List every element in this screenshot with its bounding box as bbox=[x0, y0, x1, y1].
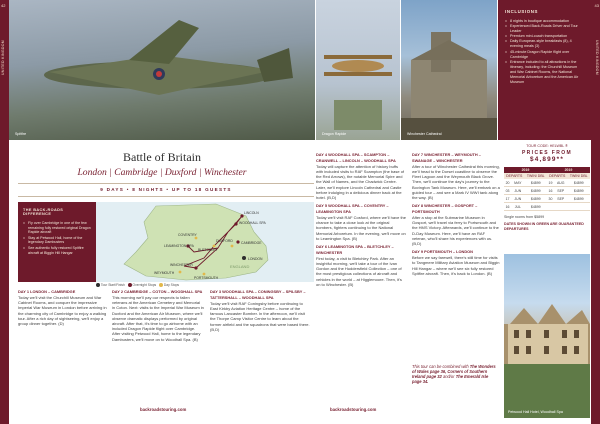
difference-item: □ Fly over Cambridge in one of the few remaining fully restored original Dragon Rapide aircraft bbox=[23, 221, 91, 235]
day-heading: DAY 3 WOODHALL SPA – CONINGSBY – SPILSBY – TATTERSHALL – WOODHALL SPA bbox=[210, 289, 306, 300]
table-cell: SEP bbox=[554, 187, 568, 195]
legend-item: Day Stops bbox=[163, 283, 180, 287]
inclusions-heading: INCLUSIONS bbox=[505, 9, 539, 14]
tour-title: Battle of Britain bbox=[123, 150, 201, 164]
table-row bbox=[504, 203, 590, 211]
route-box bbox=[18, 202, 314, 282]
map-label: WOODHALL SPA bbox=[239, 221, 266, 225]
difference-heading: THE BACK-ROADS DIFFERENCE bbox=[23, 208, 64, 216]
map-stop bbox=[195, 237, 198, 240]
map-label: BLETCHLEY bbox=[198, 248, 218, 252]
map-legend bbox=[96, 283, 179, 287]
day-heading: DAY 7 WINCHESTER – WEYMOUTH – SWANAGE – WINCHESTER bbox=[412, 152, 481, 163]
divider bbox=[18, 183, 314, 184]
combine-note bbox=[412, 364, 498, 384]
inclusion-item: □ 8 nights in boutique accommodation bbox=[505, 19, 584, 24]
map-label: PORTSMOUTH bbox=[194, 276, 219, 280]
legend-overnight-icon bbox=[128, 283, 132, 287]
day-heading: DAY 4 WOODHALL SPA – SCAMPTON – CRANWELL – LINCOLN – WOODHALL SPA bbox=[316, 152, 396, 163]
table-cell: $4899 bbox=[525, 179, 547, 187]
map-stop bbox=[203, 273, 206, 276]
inclusion-item: □ Entrance included to all attractions in the itinerary, including: the Churchill Museum and War Cabinet Rooms, the National Memorial Arboretum and the American Air Museum bbox=[505, 60, 584, 85]
tour-title-block bbox=[9, 150, 315, 178]
table-row bbox=[504, 179, 590, 187]
price-panel bbox=[504, 144, 590, 231]
right-spine bbox=[591, 0, 600, 424]
table-cell: $4899 bbox=[525, 203, 547, 211]
legend-item: Tour Start/Finish bbox=[100, 283, 125, 287]
map-label: DUXFORD bbox=[216, 239, 233, 243]
inclusions-panel bbox=[498, 0, 591, 140]
tour-subtitle: London | Cambridge | Duxford | Winchester bbox=[77, 167, 247, 178]
map-label: COVENTRY bbox=[178, 233, 197, 237]
difference-item: □ Stay at Petwood Hall, home of the legendary Dambusters bbox=[23, 236, 91, 245]
table-cell: AUG bbox=[554, 179, 568, 187]
right-page-number: 43 bbox=[594, 3, 599, 8]
inclusion-item: □ Experienced Back-Roads Driver and Tour Leader bbox=[505, 24, 584, 34]
map-label: ENGLAND bbox=[230, 264, 250, 269]
map-stop bbox=[231, 245, 234, 248]
map-label: LINCOLN bbox=[244, 211, 259, 215]
inclusion-item: □ Daily European-style breakfasts (8), 4 evening meals (3) bbox=[505, 39, 584, 49]
table-cell: $4899 bbox=[568, 179, 590, 187]
combine-text: and/or bbox=[441, 374, 456, 380]
dragon-rapide-caption: Dragon Rapide bbox=[322, 132, 347, 136]
day-text: First today, a visit to Bletchley Park. After an insightful morning, we'll take a tour of the Ivan Gordon and the Huddersfield Collection – one of the most prestigious collections of aircraft and vehicles in the world – at Higglemoore. Then, it's on to Winchester. (B) bbox=[316, 255, 402, 287]
itinerary-column bbox=[112, 289, 204, 345]
twin-header: TWIN/ DBL bbox=[525, 173, 547, 179]
table-cell: 17 bbox=[505, 196, 510, 201]
left-spine-label: UNITED KINGDOM bbox=[1, 40, 5, 75]
map-stop bbox=[179, 271, 182, 274]
year-header: 2019 bbox=[504, 167, 547, 173]
table-cell: $4899 bbox=[525, 195, 547, 203]
combine-link[interactable]: The Emerald Isle page 34. bbox=[412, 374, 489, 385]
day-text: Before we say farewell, there's still time for visits to Tangmere Military Aviation Museum and Biggin Hill Hangar – where we'll see six fully restored Spitfire aircraft. Then, it's back to London. (B) bbox=[412, 255, 500, 276]
table-cell: JUN bbox=[511, 187, 524, 195]
table-cell bbox=[554, 203, 568, 211]
route-map bbox=[96, 202, 314, 282]
day-heading: DAY 5 WOODHALL SPA – COVENTRY – LEAMINGTON SPA bbox=[316, 203, 389, 215]
day-heading: DAY 2 CAMBRIDGE – COTON – WOODHALL SPA bbox=[112, 289, 203, 294]
day-text: Today will capture the attention of history buffs with included visits to RAF Scampton (the base of the Red Arrows), the notable Memorial Spire and the Wall of Names, and the Chadwick Centre. Later, we'll explore Lincoln Cathedral and Castle before indulging in a delicious dinner back at the hotel. (B,D) bbox=[316, 163, 405, 201]
table-cell: 03 bbox=[505, 188, 510, 193]
table-cell bbox=[568, 203, 590, 211]
day-text: After a tour of Winchester Cathedral this morning, we'll head to the Dorset coastline to observe the Fleet Lagoon and the Weymouth Black Grove. Then, we'll continue the day's journey to the Bovington Tank Museum. Here, we'll embark on a guided tour – and see a Mark IV WWI tank along the way. (B) bbox=[412, 163, 500, 201]
map-stop bbox=[213, 245, 216, 248]
itinerary-column bbox=[412, 152, 500, 279]
price-table bbox=[504, 167, 590, 211]
combine-link[interactable]: The Wonders of Wales page 36, Corners of Southern Ireland page 32 bbox=[412, 364, 496, 380]
inclusion-item: □ 45-minute Dragon Rapide flight over Cambridge bbox=[505, 50, 584, 60]
day-text: Today we'll visit RAF Coningsby before continuing to East Kirkby Aviation Heritage Centre – home of the famous Lancaster Bomber. In the afternoon, we'll visit the Thorpe Camp Visitor Centre to learn about the former airfield and the squadrons that were based there. (B,D) bbox=[210, 300, 310, 332]
difference-item: □ See authentic fully restored Spitfire aircraft at Biggin Hill Hangar bbox=[23, 246, 91, 255]
guaranteed-note: DATES SHOWN IN GREEN ARE GUARANTEED DEPARTURES bbox=[504, 222, 584, 231]
cathedral-photo bbox=[401, 0, 497, 140]
day-heading: DAY 6 LEAMINGTON SPA – BLETCHLEY – WINCHESTER bbox=[316, 244, 394, 255]
difference-panel bbox=[18, 202, 96, 282]
departs-header: DEPARTS bbox=[504, 173, 525, 179]
legend-daystop-icon bbox=[159, 283, 163, 287]
departs-header: DEPARTS bbox=[547, 173, 568, 179]
spitfire-caption: Spitfire bbox=[15, 132, 27, 136]
website-link[interactable]: backroadstouring.com bbox=[140, 407, 187, 412]
itinerary-column bbox=[210, 289, 310, 335]
table-cell: 30 bbox=[548, 196, 553, 201]
itinerary-column bbox=[18, 289, 110, 329]
petwood-hall-photo bbox=[504, 254, 590, 418]
day-heading: DAY 9 PORTSMOUTH – LONDON bbox=[412, 249, 473, 255]
tour-code: TOUR CODE: HELWBL ® bbox=[526, 144, 568, 148]
twin-header: TWIN/ DBL bbox=[568, 173, 590, 179]
combine-text: This tour can be combined with bbox=[412, 364, 470, 369]
legend-start-icon bbox=[96, 283, 100, 287]
map-start-finish bbox=[242, 256, 246, 260]
price-amount: $4,899** bbox=[529, 156, 565, 163]
table-cell: $4899 bbox=[568, 195, 590, 203]
cathedral-caption: Winchester Cathedral bbox=[407, 132, 442, 136]
map-label: CAMBRIDGE bbox=[241, 241, 262, 245]
tour-meta: 9 DAYS • 8 NIGHTS • UP TO 18 GUESTS bbox=[100, 187, 232, 192]
day-text: Today we'll visit RAF Cosford, where we'll have the chance to take a close look at the original bombers, fighters continuing to the National Memorial Arboretum. In the evening, we'll move on to Leamington Spa. (B) bbox=[316, 215, 407, 241]
itinerary-column bbox=[316, 152, 406, 290]
table-cell: SEP bbox=[554, 195, 568, 203]
table-row bbox=[504, 195, 590, 203]
day-text: This morning we'll pay our respects to fallen veterans at the American Cemetery and Memorial in Coton. Next: visits to the Imperial War Museum in Duxford and the American Air Museum, where we'll observe dramatic displays performed by original aircraft. After that, it's time to go airborne with an included Dragon Rapide flight over Cambridge. After visiting Petwood Hall, home to the legendary Dambusters, we'll move on to Woodhall Spa. (B) bbox=[112, 294, 204, 342]
divider bbox=[18, 196, 314, 197]
spitfire-photo bbox=[9, 0, 315, 140]
table-cell: MAY bbox=[511, 179, 524, 187]
table-cell: 16 bbox=[548, 188, 553, 193]
table-cell: 20 bbox=[505, 180, 510, 185]
price-heading: PRICES FROM bbox=[521, 150, 573, 156]
single-room-note: Single rooms from $5899 bbox=[504, 215, 545, 219]
map-label: WEYMOUTH bbox=[154, 271, 175, 275]
year-header: 2019 bbox=[547, 167, 590, 173]
petwood-caption: Petwood Hall Hotel, Woodhall Spa bbox=[508, 410, 563, 414]
day-heading: DAY 1 LONDON – CAMBRIDGE bbox=[18, 289, 76, 294]
map-label: WINCHESTER bbox=[170, 263, 193, 267]
inclusion-item: □ Premium mini-coach transportation bbox=[505, 34, 584, 39]
day-heading: DAY 8 WINCHESTER – GOSPORT – PORTSMOUTH bbox=[412, 203, 478, 215]
left-page-number: 42 bbox=[1, 3, 6, 8]
table-cell: JUN bbox=[511, 195, 524, 203]
table-cell: $4899 bbox=[525, 187, 547, 195]
table-row bbox=[504, 187, 590, 195]
map-stop bbox=[234, 222, 237, 225]
dragon-rapide-photo bbox=[316, 0, 400, 140]
legend-item: Overnight Stops bbox=[132, 283, 157, 287]
day-text: Today we'll visit the Churchill Museum and War Cabinet Rooms, and conquer the impressive Imperial War Museum in London before arriving in the charming city of Cambridge to enjoy a walking tour. After a rich day of sightseeing, we'll enjoy a group dinner together. (D) bbox=[18, 294, 107, 326]
table-cell: 19 bbox=[548, 180, 553, 185]
left-spine bbox=[0, 0, 9, 424]
map-label: LEAMINGTON SPA bbox=[164, 244, 194, 248]
map-label: LONDON bbox=[248, 257, 263, 261]
table-cell: $4899 bbox=[568, 187, 590, 195]
map-stop bbox=[194, 266, 197, 269]
map-stop bbox=[236, 240, 239, 243]
table-cell bbox=[547, 203, 554, 211]
day-text: After a stop at the Submarine Museum in Gosport, we'll travel via ferry to Portsmouth and the HMS Victory. Afterwards, we'll continue to the D-Day Museum. Here, we'll have an RAF veteran, who'll share his experiences with us. (B,D) bbox=[412, 215, 499, 247]
right-spine-label: UNITED KINGDOM bbox=[595, 40, 599, 75]
table-cell: 16 bbox=[505, 204, 510, 209]
website-link[interactable]: backroadstouring.com bbox=[330, 407, 377, 412]
table-cell: JUL bbox=[511, 203, 524, 211]
